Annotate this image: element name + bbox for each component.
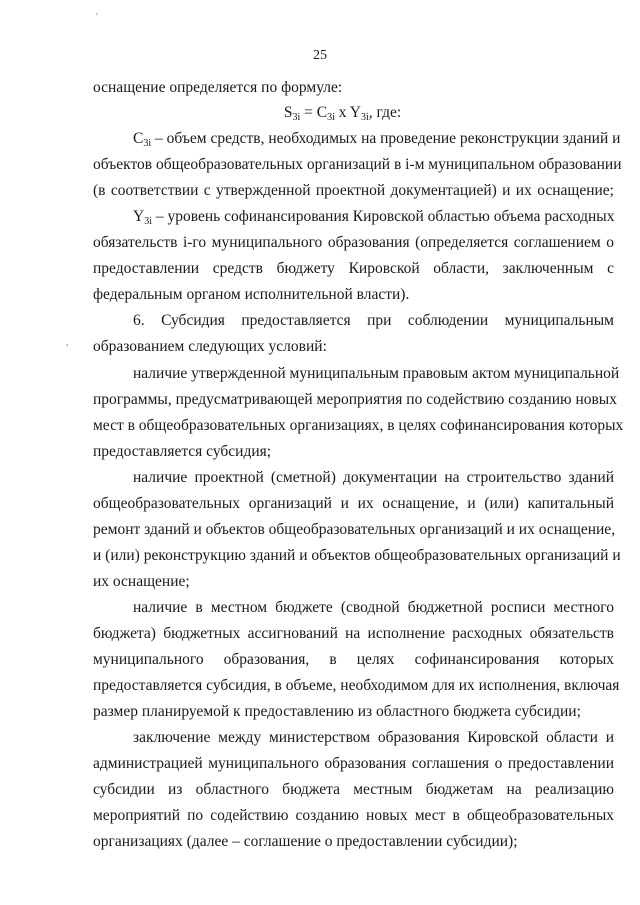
text-line: предоставляется субсидия; xyxy=(93,443,272,460)
definition-y3i: $Y_{3i}$ – уровень софинансирования Кировской областью объема расходных xyxy=(133,208,615,227)
condition-4: заключение между министерством образования Кировской области и xyxy=(133,729,614,746)
scan-mark: ' xyxy=(96,12,98,23)
text-line: федеральным органом исполнительной власти). xyxy=(93,286,410,303)
text-line: муниципального образования, в целях софинансирования которых xyxy=(93,651,614,668)
condition-1: наличие утвержденной муниципальным правовым актом муниципальной xyxy=(133,365,620,382)
text-line: бюджета) бюджетных ассигнований на исполнение расходных обязательств xyxy=(93,625,614,642)
text-line: администрацией муниципального образования соглашения о предоставлении xyxy=(93,755,614,772)
definition-c3i: $C_{3i}$ – объем средств, необходимых на проведение реконструкции зданий и xyxy=(133,130,621,149)
text-line: обязательств i-го муниципального образования (определяется соглашением о xyxy=(93,234,614,251)
text-line: субсидии из областного бюджета местным бюджетам на реализацию xyxy=(93,781,614,798)
text-line: объектов общеобразовательных организаций в i-м муниципальном образовании xyxy=(93,156,622,173)
condition-3: наличие в местном бюджете (сводной бюджетной росписи местного xyxy=(133,599,614,616)
text-line: организациях (далее – соглашение о предоставлении субсидии); xyxy=(93,833,518,850)
formula-line: $S_{3i} = C_{3i}$ x $Y_{3i}$, где: xyxy=(283,104,402,123)
text-line: образованием следующих условий: xyxy=(93,338,327,355)
text-line: предоставлении средств бюджету Кировской области, заключенным с xyxy=(93,260,614,277)
text-line: оснащение определяется по формуле: xyxy=(93,79,343,96)
text-line: мероприятий по содействию созданию новых мест в общеобразовательных xyxy=(93,807,614,824)
text-line: размер планируемой к предоставлению из областного бюджета субсидии; xyxy=(93,703,581,720)
margin-mark: , xyxy=(66,337,69,348)
text-line: и (или) реконструкцию зданий и объектов общеобразовательных организаций и xyxy=(93,547,621,564)
text-line: их оснащение; xyxy=(93,573,190,590)
text-line: предоставляется субсидия, в объеме, необходимом для их исполнения, включая xyxy=(93,677,620,694)
text-line: программы, предусматривающей мероприятия по содействию созданию новых xyxy=(93,391,617,408)
text-line: (в соответствии с утвержденной проектной документацией) и их оснащение; xyxy=(93,182,614,199)
condition-2: наличие проектной (сметной) документации на строительство зданий xyxy=(133,469,614,486)
page-number: 25 xyxy=(313,48,327,63)
text-line: общеобразовательных организаций и их оснащение, и (или) капитальный xyxy=(93,495,614,512)
text-line: ремонт зданий и объектов общеобразовательных организаций и их оснащение, xyxy=(93,521,616,538)
clause-6: 6. Субсидия предоставляется при соблюдении муниципальным xyxy=(133,312,614,329)
text-line: мест в общеобразовательных организациях, в целях софинансирования которых xyxy=(93,417,624,434)
